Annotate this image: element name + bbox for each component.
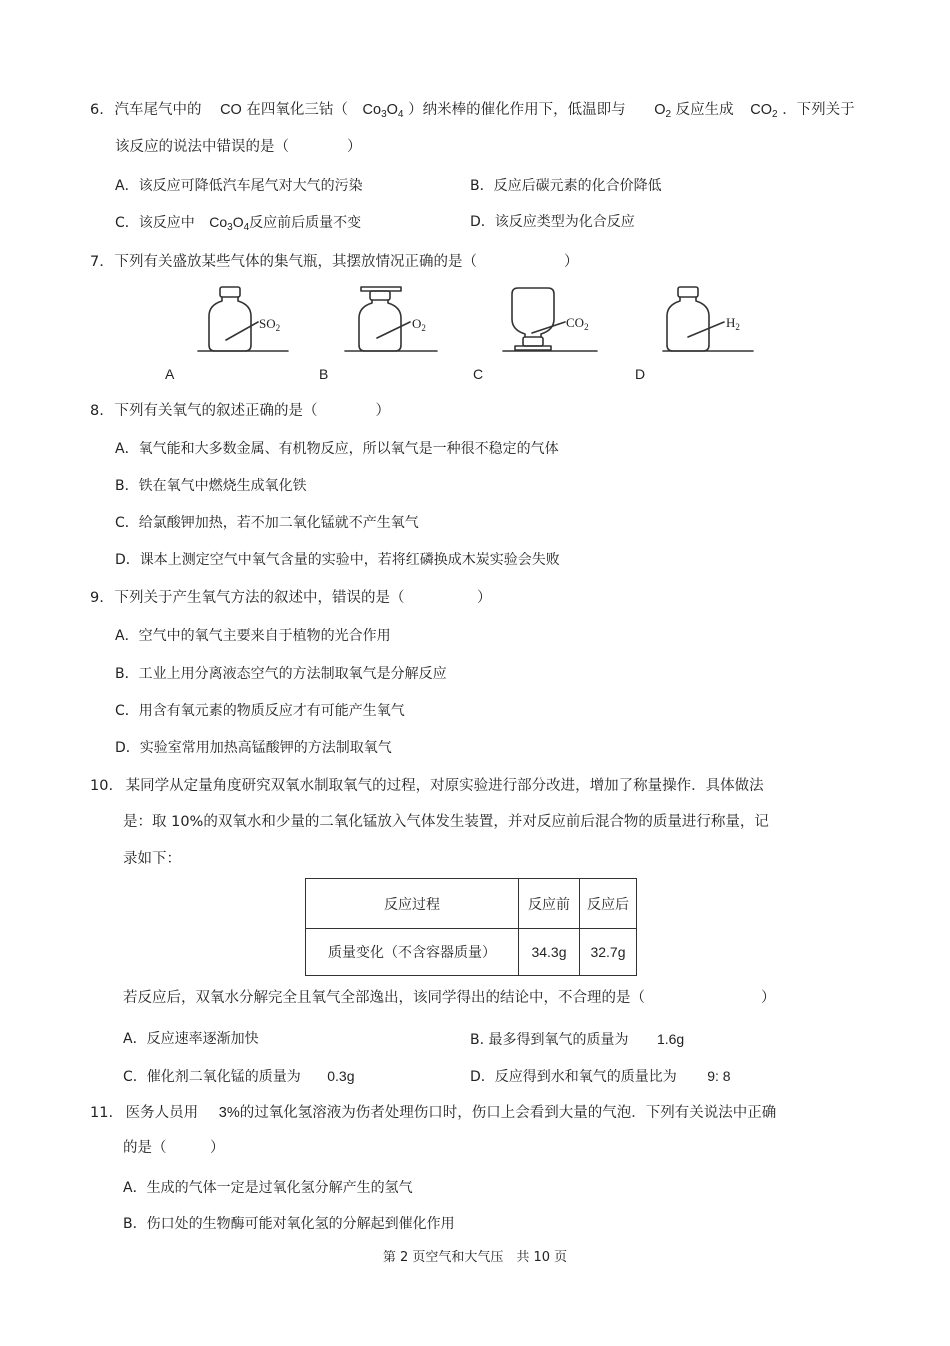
q6-stem-line2: 该反应的说法中错误的是（ ） — [115, 139, 362, 155]
q11-option-b: B．伤口处的生物酶可能对氧化氢的分解起到催化作用 — [123, 1216, 455, 1232]
page-footer: 第 2 页空气和大气压 共 10 页 — [382, 1250, 568, 1265]
q6-option-c: C．该反应中 $Co_3O_4$反应前后质量不变 — [115, 214, 362, 233]
q9-option-c: C．用含有氧元素的物质反应才有可能产生氧气 — [115, 703, 405, 719]
gas-label-c: $CO_2$ — [566, 315, 589, 332]
gas-bottle-figure — [0, 0, 950, 400]
q10-option-d: D．反应得到水和氧气的质量比为 9: 8 — [470, 1068, 731, 1085]
q8-option-a: A．氧气能和大多数金属、有机物反应，所以氧气是一种很不稳定的气体 — [115, 441, 559, 457]
figure-label-b: B — [319, 366, 329, 382]
q6-option-a: A．该反应可降低汽车尾气对大气的污染 — [115, 178, 363, 194]
q9-option-d: D．实验室常用加热高锰酸钾的方法制取氧气 — [115, 740, 392, 756]
q6-option-b: B．反应后碳元素的化合价降低 — [470, 178, 662, 194]
mass-table-data-row — [306, 929, 637, 976]
q7-number: 7. — [90, 254, 104, 270]
q6-line1: 6. 汽车尾气中的 CO 在四氧化三钴（ $Co_3O_4$ ）纳米棒的催化作用下，低温即与 $O_2$ 反应生成 $CO_2$ ．下列关于 — [90, 102, 855, 120]
q8-line1: 8. 下列有关氧气的叙述正确的是（ ） — [90, 403, 390, 419]
header-process: 反应过程 — [306, 879, 519, 929]
q11-number: 11. — [90, 1105, 114, 1121]
mass-table-header-row — [306, 879, 637, 929]
header-after: 反应后 — [580, 879, 637, 929]
q6-option-d: D．该反应类型为化合反应 — [470, 214, 635, 230]
q11-line1: 11. 医务人员用 3%的过氧化氢溶液为伤者处理伤口时，伤口上会看到大量的气泡．下列有关说法中正确 — [90, 1105, 777, 1121]
q11-option-a: A．生成的气体一定是过氧化氢分解产生的氢气 — [123, 1180, 413, 1196]
q9-option-b: B．工业上用分离液态空气的方法制取氧气是分解反应 — [115, 666, 447, 682]
cell-mass-before: 34.3g — [519, 929, 580, 976]
q10-stem-line2: 是：取 10%的双氧水和少量的二氧化锰放入气体发生装置，并对反应前后混合物的质量进行称量，记 — [123, 814, 769, 830]
cell-mass-change: 质量变化（不含容器质量） — [306, 929, 519, 976]
q9-line1: 9. 下列关于产生氧气方法的叙述中，错误的是（ ） — [90, 590, 492, 606]
q10-number: 10. — [90, 778, 114, 794]
mass-table — [305, 878, 637, 976]
q8-option-d: D．课本上测定空气中氧气含量的实验中，若将红磷换成木炭实验会失败 — [115, 552, 560, 568]
q10-followup: 若反应后，双氧水分解完全且氧气全部逸出，该同学得出的结论中，不合理的是（ ） — [123, 990, 776, 1006]
gas-label-b: $O_2$ — [412, 316, 426, 333]
q9-number: 9. — [90, 590, 104, 606]
gas-label-d: $H_2$ — [726, 315, 740, 332]
bottle-d — [663, 287, 753, 351]
figure-label-d: D — [635, 366, 646, 382]
figure-label-c: C — [473, 366, 484, 382]
gas-label-a: $SO_2$ — [259, 316, 281, 333]
q8-option-c: C．给氯酸钾加热，若不加二氧化锰就不产生氧气 — [115, 515, 419, 531]
cell-mass-after: 32.7g — [580, 929, 637, 976]
q7-line1: 7. 下列有关盛放某些气体的集气瓶，其摆放情况正确的是（ ） — [90, 254, 579, 270]
q10-line1: 10. 某同学从定量角度研究双氧水制取氧气的过程，对原实验进行部分改进，增加了称量操作．具体做法 — [90, 778, 764, 794]
figure-label-a: A — [165, 366, 175, 382]
q6-number: 6. — [90, 102, 104, 118]
q8-number: 8. — [90, 403, 104, 419]
q10-option-a: A．反应速率逐渐加快 — [123, 1031, 259, 1047]
q8-option-b: B．铁在氧气中燃烧生成氧化铁 — [115, 478, 307, 494]
q10-option-b: B. 最多得到氧气的质量为 1.6g — [470, 1031, 685, 1048]
q10-stem-line3: 录如下： — [123, 851, 181, 867]
bottle-b — [345, 287, 437, 351]
q10-option-c: C．催化剂二氧化锰的质量为 0.3g — [123, 1068, 355, 1085]
q11-stem-line2: 的是（ ） — [123, 1140, 225, 1156]
q9-option-a: A．空气中的氧气主要来自于植物的光合作用 — [115, 628, 391, 644]
header-before: 反应前 — [519, 879, 580, 929]
